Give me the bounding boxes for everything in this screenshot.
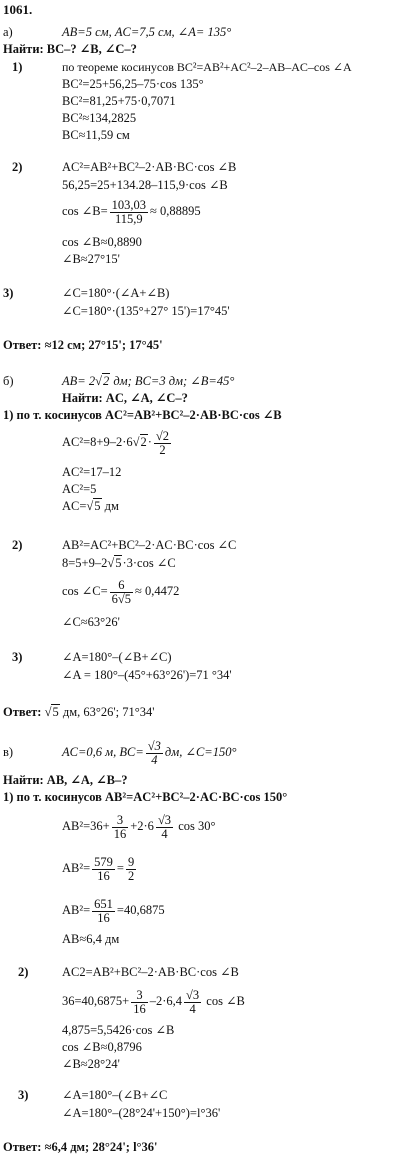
part-b-step3-num: 3) bbox=[12, 650, 23, 664]
part-a-step3-line1: ∠C=180°·(∠A+∠B) bbox=[62, 286, 170, 300]
part-c-label: в) bbox=[3, 745, 14, 759]
fraction-sqrt3-4 bbox=[156, 814, 173, 841]
part-c-step2-eq bbox=[62, 983, 245, 1019]
fraction-numerator: √3 bbox=[186, 987, 200, 1002]
part-a-step1-line3: BC²=81,25+75·0,7071 bbox=[62, 94, 176, 108]
given-prefix: AC=0,6 м, BC= bbox=[62, 745, 144, 759]
fraction-9-2 bbox=[126, 856, 136, 883]
part-c-step2-num: 2) bbox=[18, 965, 29, 979]
part-b-find: Найти: AC, ∠A, ∠C–? bbox=[62, 391, 188, 405]
problem-number: 1061. bbox=[3, 2, 33, 17]
fraction-3-16 bbox=[131, 989, 148, 1016]
answer-label: Ответ: bbox=[3, 705, 42, 719]
fraction-denominator: 16 bbox=[97, 910, 110, 925]
part-b-step2-num: 2) bbox=[12, 538, 23, 552]
eq-suffix: cos ∠B bbox=[206, 994, 245, 1008]
part-a-step2-line4: cos ∠B≈0,8890 bbox=[62, 235, 142, 249]
part-c-answer: Ответ: ≈6,4 дм; 28°24'; l°36' bbox=[3, 1140, 158, 1154]
fraction-denominator: 2 bbox=[159, 442, 166, 457]
fraction-numerator: 6 bbox=[110, 579, 133, 593]
part-a-step1-line4: BC²≈134,2825 bbox=[62, 111, 137, 125]
fraction-numerator: 3 bbox=[112, 814, 129, 828]
given-prefix: AB= 2 bbox=[62, 374, 96, 388]
part-a-step3-num: 3) bbox=[3, 286, 14, 300]
part-b-step1-line2: AC²=17–12 bbox=[62, 465, 122, 479]
sqrt2-over-2-fraction bbox=[154, 430, 171, 457]
fraction-numerator: √2 bbox=[155, 428, 170, 443]
cos-b-prefix: cos ∠B= bbox=[62, 204, 108, 218]
radicand: 2 bbox=[102, 374, 110, 388]
fraction-579-16 bbox=[92, 856, 115, 883]
part-c-given bbox=[62, 735, 236, 769]
part-c-step1-eq2 bbox=[62, 850, 138, 886]
part-b-step3-line2: ∠A = 180°–(45°+63°26')=71 °34' bbox=[62, 668, 232, 682]
part-b-step1-line3: AC²=5 bbox=[62, 482, 97, 496]
part-a-step1-num: 1) bbox=[12, 60, 23, 74]
part-c-step1-eq1 bbox=[62, 808, 215, 844]
fraction-numerator: 579 bbox=[94, 854, 113, 869]
answer-values: дм, 63°26'; 71°34' bbox=[62, 705, 155, 719]
part-c-step1-eq3 bbox=[62, 892, 165, 928]
eq-prefix: 36=40,6875+ bbox=[62, 994, 130, 1008]
part-a-find: Найти: BC–? ∠B, ∠C–? bbox=[3, 42, 137, 56]
fraction-denominator: 4 bbox=[151, 752, 158, 767]
part-a-step1-line5: BC≈11,59 см bbox=[62, 128, 130, 142]
equals-sign: = bbox=[116, 861, 124, 875]
eq-middle: +2·6 bbox=[130, 819, 154, 833]
fraction-numerator: 651 bbox=[94, 896, 113, 911]
part-c-step3-line1: ∠A=180°–(∠B+∠C bbox=[62, 1088, 168, 1102]
given-suffix: дм, ∠C=150° bbox=[164, 745, 237, 759]
eq-suffix: =40,6875 bbox=[116, 903, 165, 917]
part-c-step3-line2: ∠A=180°–(28°24'+150°)=l°36' bbox=[62, 1106, 221, 1120]
fraction-numerator: √3 bbox=[157, 812, 172, 827]
cos-c-prefix: cos ∠C= bbox=[62, 584, 108, 598]
part-a-step1-line1: по теореме косинусов BC²=AB²+AC²–2–AB–AC–cos ∠A bbox=[62, 60, 352, 74]
fraction-numerator: 9 bbox=[127, 854, 135, 869]
fraction-denominator: 115,9 bbox=[115, 211, 143, 226]
radicand: 5 bbox=[115, 556, 122, 570]
fraction-651-16 bbox=[92, 898, 115, 925]
fraction-3-16 bbox=[112, 814, 129, 841]
part-c-step2-line1: AC2=AB²+BC²–2·AB·BC·cos ∠B bbox=[62, 965, 239, 979]
fraction-denominator: 16 bbox=[133, 1001, 146, 1016]
part-b-step2-line4: ∠C≈63°26' bbox=[62, 615, 120, 629]
fraction-numerator: 103,03 bbox=[111, 197, 147, 212]
part-b-step2-line2: 8=5+9–2√5·3·cos ∠C bbox=[62, 556, 176, 570]
given-suffix: дм; BC=3 дм; ∠B=45° bbox=[113, 374, 235, 388]
part-c-step2-line5: ∠B≈28°24' bbox=[62, 1057, 120, 1071]
fraction-denominator: 2 bbox=[127, 868, 135, 883]
ac-prefix: AC= bbox=[62, 499, 87, 513]
cos-b-fraction bbox=[110, 199, 148, 226]
part-a-step2-line1: AC²=AB²+BC²–2·AB·BC·cos ∠B bbox=[62, 160, 237, 174]
part-b-step2-cos-line bbox=[62, 574, 179, 608]
part-b-step3-line1: ∠A=180°–(∠B+∠C) bbox=[62, 650, 172, 664]
cos-c-result: ≈ 0,4472 bbox=[135, 584, 180, 598]
eq-prefix: AB²= bbox=[62, 903, 91, 917]
part-a-answer: Ответ: ≈12 см; 27°15'; 17°45' bbox=[3, 338, 163, 352]
fraction-numerator: √3 bbox=[147, 738, 161, 753]
eq-prefix: AB²=36+ bbox=[62, 819, 110, 833]
part-b-step1-line4: AC=√5 дм bbox=[62, 499, 119, 513]
part-c-find: Найти: AB, ∠A, ∠B–? bbox=[3, 773, 128, 787]
fraction-denominator: 6√5 bbox=[111, 591, 132, 606]
part-a-given: AB=5 см, AC=7,5 см, ∠A= 135° bbox=[62, 25, 232, 39]
radicand: 5 bbox=[94, 499, 101, 513]
part-c-step2-line3: 4,875=5,5426·cos ∠B bbox=[62, 1023, 175, 1037]
bc-fraction bbox=[146, 740, 163, 767]
part-b-label: б) bbox=[3, 374, 14, 388]
part-a-step3-line2: ∠C=180°·(135°+27° 15')=17°45' bbox=[62, 304, 230, 318]
part-b-answer: Ответ: √5 дм, 63°26'; 71°34' bbox=[3, 705, 155, 719]
eq-middle: –2·6,4 bbox=[149, 994, 183, 1008]
part-b-step1-eq: AC²=8+9–2·6√2· $\frac{√2}{2}$ bbox=[62, 428, 170, 457]
fraction-denominator: 4 bbox=[161, 826, 168, 841]
part-b-given: AB= 2√2 дм; BC=3 дм; ∠B=45° bbox=[62, 374, 235, 388]
eq-suffix: cos 30° bbox=[178, 819, 216, 833]
part-a-step1-line2: BC²=25+56,25–75·cos 135° bbox=[62, 77, 204, 91]
fraction-numerator: 3 bbox=[131, 989, 148, 1003]
part-a-step2-line2: 56,25=25+134.28–115,9·cos ∠B bbox=[62, 178, 228, 192]
radicand: 5 bbox=[52, 705, 59, 719]
part-a-step2-num: 2) bbox=[12, 160, 23, 174]
unit: дм bbox=[104, 499, 119, 513]
eq-prefix: AB²= bbox=[62, 861, 91, 875]
part-a-step2-cos-line bbox=[62, 197, 201, 226]
part-b-step2-line1: AB²=AC²+BC²–2·AC·BC·cos ∠C bbox=[62, 538, 237, 552]
eq-suffix: ·3·cos ∠C bbox=[122, 556, 176, 570]
part-c-step2-line4: cos ∠B≈0,8796 bbox=[62, 1040, 142, 1054]
part-c-step3-num: 3) bbox=[18, 1088, 29, 1102]
fraction-denominator: 16 bbox=[113, 826, 127, 841]
fraction-denominator: 16 bbox=[97, 868, 110, 883]
part-b-step1-title: 1) по т. косинусов AC²=AB²+BC²–2·AB·BC·cos ∠B bbox=[3, 408, 282, 422]
part-a-label: а) bbox=[3, 25, 13, 39]
radicand: 2 bbox=[140, 435, 147, 449]
cos-c-fraction bbox=[110, 579, 133, 606]
eq-prefix: AC²=8+9–2·6 bbox=[62, 435, 133, 449]
fraction-denominator: 4 bbox=[189, 1001, 196, 1016]
part-c-step1-eq4: AB≈6,4 дм bbox=[62, 932, 120, 946]
cos-b-result: ≈ 0,88895 bbox=[150, 204, 201, 218]
eq-prefix: 8=5+9–2 bbox=[62, 556, 108, 570]
part-a-step2-line5: ∠B≈27°15' bbox=[62, 252, 120, 266]
part-c-step1-title: 1) по т. косинусов AB²=AC²+BC²–2·AC·BC·cos 150° bbox=[3, 790, 288, 804]
fraction-sqrt3-4 bbox=[184, 989, 201, 1016]
